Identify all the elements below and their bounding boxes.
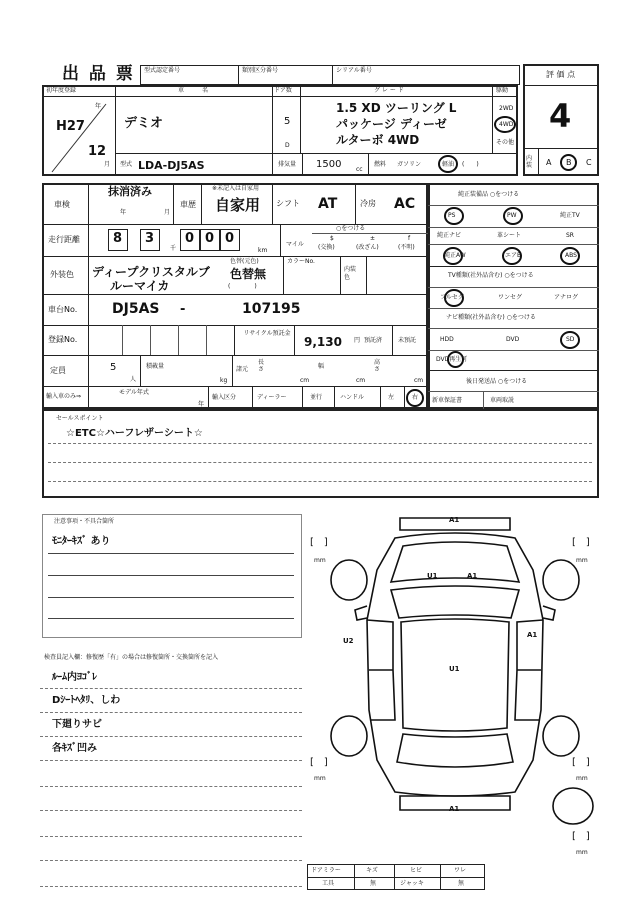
legend-tools-value: 無 (370, 880, 377, 887)
damage-right-side: A1 (527, 631, 538, 639)
navi-title: ナビ種類(社外品含む) ○をつける (446, 314, 536, 321)
tv-fullseg: フルセグ (440, 294, 464, 301)
later-title: 後日発送品 ○をつける (466, 378, 528, 385)
interior-b: B (566, 158, 572, 167)
import-parallel: 並行 (310, 394, 323, 401)
tread-bracket-fl: [ ] (310, 537, 328, 548)
model-cert-label: 型式認定番号 (144, 67, 181, 74)
chassis-dash: - (180, 302, 186, 317)
handle-label: ハンドル (340, 394, 365, 401)
recycle-not-deposited: 未預託 (398, 337, 417, 344)
fuel-diesel: 軽油 (442, 161, 455, 168)
legend-jack-value: 無 (458, 880, 465, 887)
inspection-month-unit: 月 (164, 209, 171, 216)
mileage-circle-note: ○をつける (336, 225, 366, 232)
inspection-label: 車検 (54, 200, 70, 209)
fuel-diesel-circle (438, 155, 458, 173)
equip-navi: 純正ナビ (437, 232, 462, 239)
navi-hdd: HDD (440, 336, 454, 343)
equip-abs: ABS (565, 252, 577, 259)
history-note: ※未記入は自家用 (212, 185, 260, 192)
exterior-color-line-1: ディープクリスタルブ (92, 265, 210, 279)
model-value: LDA-DJ5AS (138, 159, 205, 172)
model-year-label: モデル年式 (119, 389, 149, 396)
doors-label: ドア数 (274, 87, 292, 94)
spare-tire (553, 788, 593, 824)
import-year-unit: 年 (198, 401, 205, 408)
inspector-label: 検査員記入欄：修復歴「有」の場合は修復箇所・交換箇所を記入 (44, 654, 219, 661)
shift-value: AT (318, 196, 338, 212)
mileage-digit-2: 3 (145, 231, 155, 246)
mileage-digit-4: 0 (205, 231, 215, 246)
roof (401, 619, 509, 731)
tv-fullseg-circle (444, 289, 464, 307)
spec-label: 諸元 (236, 366, 249, 373)
inspector-line-3: 下廻りサビ (52, 719, 102, 730)
notes-label: 注意事項・不具合箇所 (54, 518, 115, 525)
mirror-right (543, 606, 555, 620)
damage-roof: U1 (449, 665, 460, 673)
legend-tools: 工具 (322, 880, 335, 887)
displacement-label: 排気量 (278, 161, 297, 168)
equip-pw-circle (503, 207, 523, 225)
load-unit: kg (220, 377, 228, 384)
sheet-title: 出 品 票 (62, 64, 135, 84)
import-only-label: 輸入車のみ⇒ (46, 393, 82, 400)
equip-airbag-circle (502, 247, 522, 265)
equip-ps-circle (444, 207, 464, 225)
first-reg-label: 初年度登録 (46, 87, 77, 94)
capacity-value: 5 (110, 362, 117, 373)
damage-hood-1: U1 (427, 572, 438, 580)
grade-line-3: ルターボ 4WD (336, 133, 420, 147)
equip-sr: SR (566, 232, 574, 239)
interior-a: A (546, 158, 552, 167)
history-value: 自家用 (215, 196, 261, 214)
category-label: 類別区分番号 (242, 67, 279, 74)
repaint-paren: ( ) (228, 283, 257, 290)
tv-oneseg: ワンセグ (498, 294, 523, 301)
tv-analog: アナログ (554, 294, 579, 301)
mirror-left (355, 606, 367, 620)
hood (391, 542, 519, 582)
damage-left-side: U2 (343, 637, 354, 645)
main-form-block (42, 183, 428, 409)
wheel-rear-right (543, 716, 579, 756)
chassis-prefix: DJ5AS (112, 301, 160, 317)
damage-front-bumper: A1 (449, 516, 460, 524)
displacement-value: 1500 (316, 159, 342, 170)
damage-hood-2: A1 (467, 572, 478, 580)
later-manual: 車両取説 (490, 397, 515, 404)
fuel-paren: ( ) (462, 161, 479, 168)
import-type-label: 輸入区分 (212, 394, 237, 401)
first-reg-year: H27 (56, 119, 85, 134)
drive-other: その他 (496, 139, 515, 146)
load-label: 積載量 (146, 363, 165, 370)
serial-label: シリアル番号 (336, 67, 372, 74)
equip-aw-circle (443, 247, 463, 265)
legend-scratch: キズ (366, 867, 378, 874)
header-id-box (140, 65, 520, 85)
tv-title: TV種類(社外品含む) ○をつける (448, 272, 534, 279)
import-dealer: ディーラー (257, 394, 287, 401)
mileage-digit-5: 0 (225, 231, 235, 246)
legend-door-mirror: ドアミラー (311, 867, 341, 874)
color-no-label: カラーNo. (287, 258, 315, 265)
rear-window (397, 734, 513, 767)
legend-break: ワレ (454, 867, 467, 874)
left-doors (367, 620, 395, 720)
repaint-value: 色替無 (230, 267, 267, 281)
first-reg-month: 12 (88, 144, 107, 159)
chassis-label: 車台No. (48, 305, 78, 314)
doors-value: 5 (284, 116, 291, 127)
shift-label: シフト (276, 199, 300, 208)
capacity-unit: 人 (130, 376, 137, 383)
year-unit: 年 (95, 103, 102, 110)
inspector-line-2: Dｼｰﾄﾍﾀﾘ、しわ (52, 695, 121, 706)
navi-sd-circle (560, 331, 580, 349)
month-unit: 月 (104, 161, 111, 168)
notes-box (42, 514, 302, 638)
equip-aw: 純正AW (444, 252, 466, 259)
mileage-exchange: (交換) (318, 244, 335, 251)
chassis-number: 107195 (242, 301, 301, 317)
exterior-color-line-2: ルーマイカ (110, 279, 170, 293)
equipment-title: 純正装備品 ○をつける (458, 191, 520, 198)
mileage-label: 走行距離 (48, 235, 80, 244)
grade-label: グ レ ー ド (374, 87, 404, 94)
mileage-unknown: (不明) (398, 244, 415, 251)
windshield (391, 586, 519, 618)
handle-right: 右 (412, 394, 419, 401)
mileage-km: km (258, 247, 268, 254)
ac-label: 冷房 (360, 199, 376, 208)
selling-point-box (42, 409, 599, 498)
length-label: 長さ (258, 359, 265, 373)
fuel-gasoline: ガソリン (397, 161, 422, 168)
grade-line-2: パッケージ ディーゼ (336, 117, 447, 131)
mileage-altered: (改ざん) (356, 244, 379, 251)
recycle-unit: 円 (354, 337, 361, 344)
wheel-front-right (543, 560, 579, 600)
navi-sd: SD (566, 336, 575, 343)
history-label: 車歴 (180, 200, 196, 209)
score-value: 4 (549, 97, 572, 135)
recycle-value: 9,130 (304, 335, 342, 349)
car-name-label: 車 名 (178, 87, 209, 94)
recycle-label: リサイクル預託金 (243, 330, 291, 337)
repaint-label: 色替(元色) (230, 258, 259, 265)
ac-value: AC (394, 196, 416, 212)
wheel-front-left (331, 560, 367, 600)
equip-airbag: エアB (505, 252, 522, 259)
handle-right-circle (406, 389, 424, 407)
drive-label: 駆動 (496, 87, 509, 94)
height-label: 高さ (374, 359, 381, 373)
grade-line-1: 1.5 XD ツーリング L (336, 101, 457, 115)
car-name: デミオ (124, 116, 164, 131)
model-label: 型式 (120, 161, 133, 168)
equip-abs-circle (560, 247, 580, 265)
inspector-line-1: ﾙｰﾑ内ﾖｺﾞﾚ (52, 672, 97, 683)
registration-label: 登録No. (48, 335, 78, 344)
equip-leather: 革シート (497, 232, 522, 239)
selling-point-text: ☆ETC☆ハーフレザーシート☆ (66, 428, 203, 439)
interior-color-label: 内装色 (344, 266, 357, 281)
equip-tv: 純正TV (560, 212, 580, 219)
legend-crack: ヒビ (410, 867, 423, 874)
interior-c: C (586, 158, 592, 167)
inspection-year-unit: 年 (120, 209, 127, 216)
interior-grade-label: 内装 (526, 155, 533, 169)
tread-bracket-rr: [ ] (572, 757, 590, 768)
recycle-deposited: 預託済 (364, 337, 383, 344)
mileage-digit-1: 8 (113, 231, 123, 246)
notes-line-1: ﾓﾆﾀｰｷｽﾞ あり (52, 536, 111, 547)
interior-b-circle (560, 154, 577, 171)
drive-4wd-circle (494, 116, 516, 133)
dvd-playback-circle (447, 351, 464, 368)
capacity-label: 定員 (50, 366, 66, 375)
drive-2wd: 2WD (499, 105, 514, 112)
equip-pw: PW (507, 212, 517, 219)
inspector-line-4: 各ｷｽﾞ凹み (52, 743, 97, 754)
later-warranty: 新車保証書 (432, 397, 463, 404)
width-label: 幅 (318, 363, 325, 370)
tread-bracket-rl: [ ] (310, 757, 328, 768)
score-label: 評 価 点 (546, 70, 576, 79)
fuel-label: 燃料 (374, 161, 387, 168)
displacement-unit: cc (356, 166, 363, 173)
selling-point-label: セールスポイント (56, 415, 104, 422)
mileage-mile: マイル (286, 241, 304, 248)
doors-unit: D (285, 142, 290, 149)
legend-jack: ジャッキ (400, 880, 424, 887)
damage-rear-bumper: A1 (449, 805, 460, 813)
tread-bracket-fr: [ ] (572, 537, 590, 548)
mileage-digit-3: 0 (185, 231, 195, 246)
mileage-thousand: 千 (170, 245, 177, 252)
dvd-playback: DVD再生可 (436, 356, 468, 363)
navi-dvd: DVD (506, 336, 520, 343)
exterior-color-label: 外装色 (50, 270, 74, 279)
wheel-rear-left (331, 716, 367, 756)
equip-ps: PS (448, 212, 456, 219)
tread-bracket-spare: [ ] (572, 831, 590, 842)
handle-left: 左 (388, 394, 395, 401)
drive-4wd: 4WD (499, 121, 514, 128)
inspection-value: 抹消済み (108, 185, 152, 198)
